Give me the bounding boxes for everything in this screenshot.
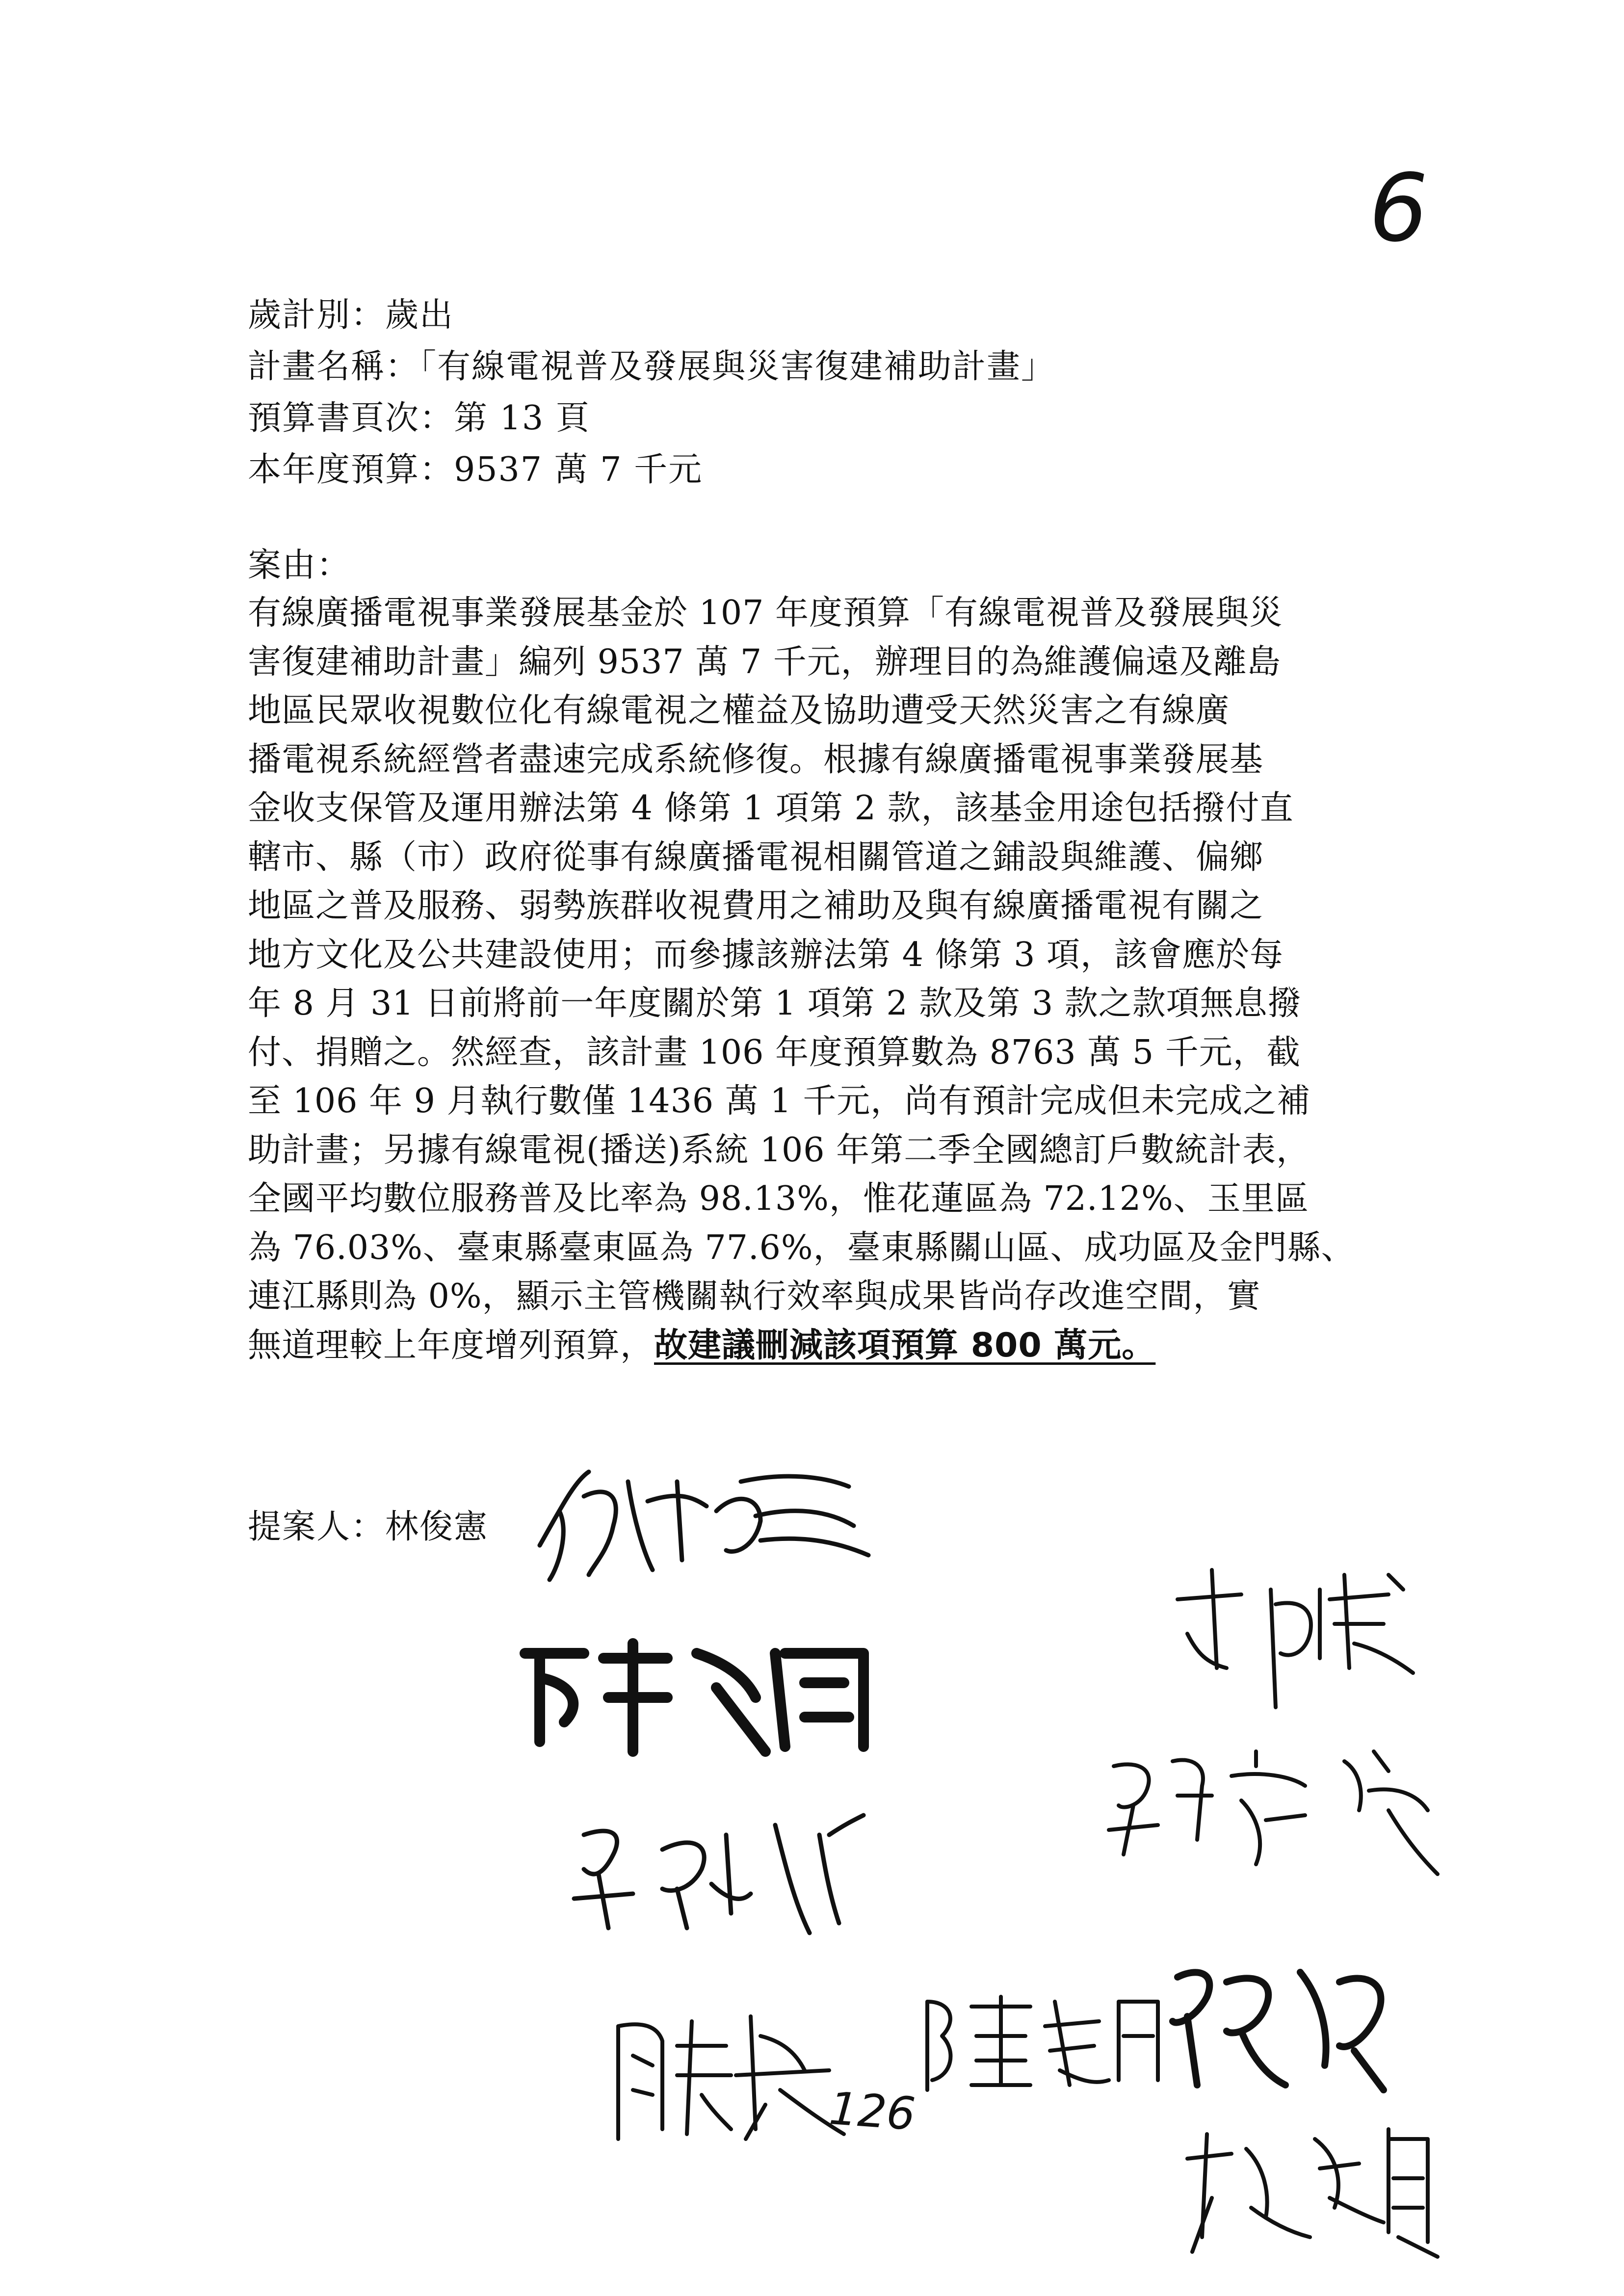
body-line: 助計畫；另據有線電視(播送)系統 106 年第二季全國總訂戶數統計表， — [248, 1130, 1310, 1170]
body-line: 地方文化及公共建設使用；而參據該辦法第 4 條第 3 項，該會應於每 — [248, 935, 1283, 974]
body-line: 付、捐贈之。然經查，該計畫 106 年度預算數為 8763 萬 5 千元，截 — [248, 1033, 1301, 1072]
body-line: 害復建補助計畫」編列 9537 萬 7 千元，辦理目的為維護偏遠及離島 — [248, 642, 1281, 681]
signature-6 — [1158, 1953, 1413, 2100]
body-line: 金收支保管及運用辦法第 4 條第 1 項第 2 款，該基金用途包括撥付直 — [248, 789, 1294, 828]
document-header — [248, 289, 1425, 496]
body-line: 全國平均數位服務普及比率為 98.13%，惟花蓮區為 72.12%、玉里區 — [248, 1179, 1309, 1218]
signature-9 — [1173, 2110, 1447, 2267]
body-line: 地區之普及服務、弱勢族群收視費用之補助及與有線廣播電視有關之 — [248, 887, 1264, 925]
body-last-line-text: 無道理較上年度增列預算， — [248, 1326, 655, 1365]
case-body — [248, 589, 1435, 1370]
body-line: 為 76.03%、臺東縣臺東區為 77.6%，臺東縣關山區、成功區及金門縣、 — [248, 1228, 1355, 1267]
signature-3 — [564, 1805, 868, 1943]
body-last-line — [248, 1321, 1435, 1370]
recommendation-text: 故建議刪減該項預算 800 萬元。 — [654, 1326, 1156, 1365]
body-line: 年 8 月 31 日前將前一年度關於第 1 項第 2 款及第 3 款之款項無息撥 — [248, 984, 1302, 1023]
page-number: 6 — [1369, 154, 1428, 262]
category-line: 歲計別：歲出 — [248, 296, 454, 335]
body-line: 至 106 年 9 月執行數僅 1436 萬 1 千元，尚有預計完成但未完成之補 — [248, 1082, 1311, 1121]
signature-5 — [913, 1982, 1168, 2100]
budget-amount-line: 本年度預算：9537 萬 7 千元 — [248, 450, 703, 489]
signature-7 — [1094, 1732, 1447, 1879]
plan-name-line: 計畫名稱：「有線電視普及發展與災害復建補助計畫」 — [248, 347, 1056, 386]
body-line: 播電視系統經營者盡速完成系統修復。根據有線廣播電視事業發展基 — [248, 740, 1264, 779]
body-line: 有線廣播電視事業發展基金於 107 年度預算「有線電視普及發展與災 — [248, 594, 1283, 632]
proposer-label: 提案人：林俊憲 — [248, 1508, 489, 1546]
signature-2 — [510, 1634, 883, 1761]
signature-1 — [530, 1452, 883, 1590]
body-line: 連江縣則為 0%，顯示主管機關執行效率與成果皆尚存改進空間，實 — [248, 1277, 1261, 1316]
signature-8 — [1158, 1560, 1433, 1722]
case-heading: 案由： — [248, 546, 351, 585]
budget-page-line: 預算書頁次：第 13 頁 — [248, 399, 590, 438]
body-line: 轄市、縣（市）政府從事有線廣播電視相關管道之鋪設與維護、偏鄉 — [248, 837, 1264, 877]
body-line: 地區民眾收視數位化有線電視之權益及協助遭受天然災害之有線廣 — [248, 691, 1230, 730]
handwritten-note: 126 — [827, 2082, 917, 2140]
